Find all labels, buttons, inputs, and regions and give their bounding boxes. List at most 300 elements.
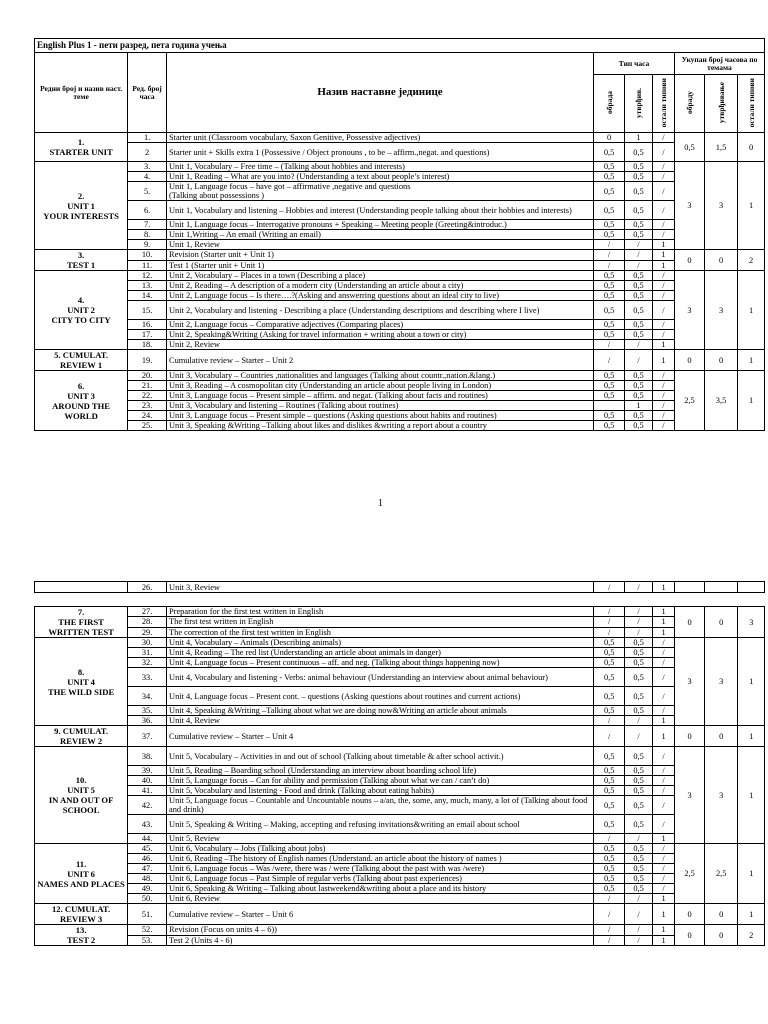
type-other: 1: [652, 834, 674, 844]
type-processing: 0,5: [594, 301, 625, 320]
lesson-number: 29.: [128, 627, 167, 637]
type-other: /: [652, 766, 674, 776]
type-other: /: [652, 668, 674, 687]
type-other: /: [652, 391, 674, 401]
lesson-name: Unit 5, Reading – Boarding school (Understanding an interview about boarding school life): [167, 766, 594, 776]
type-processing: 0,5: [594, 230, 625, 240]
header-type-processing: обрада: [604, 91, 614, 114]
topic-cell: 13. TEST 2: [35, 925, 128, 946]
type-consolidation: 0,5: [625, 162, 653, 172]
table-row: [35, 884, 765, 894]
type-consolidation: 0,5: [625, 220, 653, 230]
type-processing: /: [594, 260, 625, 271]
total-consolidation: 0: [705, 904, 738, 925]
total-processing: 3: [674, 162, 704, 250]
type-consolidation: 0,5: [625, 638, 653, 648]
type-consolidation: 0,5: [625, 687, 653, 706]
topic-cell: 11. UNIT 6 NAMES AND PLACES: [35, 844, 128, 904]
lesson-name: Cumulative review – Starter – Unit 2: [166, 350, 593, 371]
type-other: 1: [652, 925, 674, 936]
total-processing: 0: [674, 250, 704, 271]
type-other: /: [652, 687, 674, 706]
type-consolidation: 0,5: [625, 766, 653, 776]
table-row: [35, 220, 765, 230]
topic-cell: 7. THE FIRST WRITTEN TEST: [35, 607, 128, 638]
lesson-name: Unit 3, Reading – A cosmopolitan city (Understanding an article about people living in London): [166, 381, 593, 391]
type-other: /: [652, 281, 674, 291]
type-other: /: [652, 796, 674, 815]
lesson-number: 52.: [128, 925, 167, 936]
lesson-number: 32.: [128, 658, 167, 668]
lesson-number: 53.: [128, 935, 167, 946]
total-processing: 3: [674, 271, 704, 350]
type-processing: 0,5: [594, 411, 625, 421]
type-processing: 0,5: [594, 884, 625, 894]
lesson-number: 39.: [128, 766, 167, 776]
table-row: [35, 607, 765, 617]
table-row: [35, 786, 765, 796]
table-row: [35, 182, 765, 201]
lesson-number: 38.: [128, 747, 167, 766]
table-row: [35, 638, 765, 648]
type-processing: 0,5: [594, 391, 625, 401]
type-other: /: [652, 143, 674, 162]
lesson-name: Unit 4, Review: [167, 716, 594, 726]
type-processing: /: [594, 617, 625, 627]
type-other: /: [652, 747, 674, 766]
table-row: [35, 796, 765, 815]
lesson-name: Unit 1, Language focus – Interrogative pronouns + Speaking – Meeting people (Greeting&introduc.): [166, 220, 593, 230]
type-processing: [594, 401, 625, 411]
curriculum-table-page-2: [34, 606, 765, 946]
lesson-number: 51.: [128, 904, 167, 925]
type-consolidation: 0,5: [625, 411, 653, 421]
lesson-name: Unit 2, Speaking&Writing (Asking for travel information + writing about a town or city): [166, 330, 593, 340]
total-other: 1: [738, 638, 765, 726]
lesson-number: 45.: [128, 844, 167, 854]
table-body-page-1: [35, 133, 765, 431]
type-other: 1: [652, 340, 674, 350]
type-processing: 0,5: [594, 668, 625, 687]
table-row: [35, 706, 765, 716]
type-other: /: [652, 864, 674, 874]
type-processing: /: [594, 716, 625, 726]
type-processing: 0,5: [594, 281, 625, 291]
type-consolidation: 0,5: [625, 648, 653, 658]
type-other: /: [652, 648, 674, 658]
lesson-number: 21.: [128, 381, 167, 391]
lesson-number: 7.: [128, 220, 167, 230]
lesson-number: 42.: [128, 796, 167, 815]
type-consolidation: /: [625, 340, 653, 350]
lesson-number: 30.: [128, 638, 167, 648]
type-processing: 0,5: [594, 854, 625, 864]
type-other: /: [652, 371, 674, 381]
lesson-name: Unit 1, Reading – What are you into? (Understanding a text about people’s interest): [166, 172, 593, 182]
type-processing: 0,5: [594, 330, 625, 340]
type-consolidation: 0,5: [625, 786, 653, 796]
table-row: [35, 582, 765, 593]
lesson-number: 9.: [128, 240, 167, 250]
table-row: [35, 320, 765, 330]
type-other: 1: [652, 582, 674, 593]
lesson-number: 33.: [128, 668, 167, 687]
lesson-name: Unit 6, Review: [167, 894, 594, 904]
table-row: [35, 747, 765, 766]
total-processing: 3: [675, 747, 705, 844]
lesson-name: Unit 2, Reading – A description of a modern city (Understanding an article about a city): [166, 281, 593, 291]
lesson-number: 12.: [128, 271, 167, 281]
type-other: /: [652, 401, 674, 411]
type-consolidation: 0,5: [625, 143, 653, 162]
topic-cell: 12. CUMULAT. REVIEW 3: [35, 904, 128, 925]
lesson-number: 20.: [128, 371, 167, 381]
type-processing: /: [594, 935, 625, 946]
type-other: /: [652, 330, 674, 340]
type-consolidation: 0,5: [625, 330, 653, 340]
type-other: /: [652, 162, 674, 172]
total-consolidation: 0: [704, 250, 737, 271]
type-other: /: [652, 182, 674, 201]
lesson-number: 48.: [128, 874, 167, 884]
table-row: [35, 260, 765, 271]
lesson-name: Revision (Starter unit + Unit 1): [166, 250, 593, 261]
type-consolidation: /: [625, 726, 653, 747]
type-other: /: [652, 638, 674, 648]
table-row: [35, 230, 765, 240]
table-row: [35, 844, 765, 854]
table-row: [35, 340, 765, 350]
type-consolidation: /: [625, 627, 653, 637]
lesson-number: 36.: [128, 716, 167, 726]
type-processing: /: [594, 834, 625, 844]
type-processing: 0: [594, 133, 625, 143]
type-consolidation: 0,5: [625, 371, 653, 381]
type-processing: 0,5: [594, 271, 625, 281]
type-processing: /: [594, 240, 625, 250]
type-consolidation: 0,5: [625, 796, 653, 815]
topic-cell: 2. UNIT 1 YOUR INTERESTS: [35, 162, 128, 250]
type-consolidation: /: [625, 617, 653, 627]
total-consolidation: 3: [705, 747, 738, 844]
table-row: [35, 291, 765, 301]
lesson-name: Unit 5, Speaking & Writing – Making, accepting and refusing invitations&writing an email about school: [167, 815, 594, 834]
table-row: [35, 401, 765, 411]
type-other: 1: [652, 904, 674, 925]
type-other: /: [652, 291, 674, 301]
lesson-name: Unit 4, Reading – The red list (Understanding an article about animals in danger): [167, 648, 594, 658]
type-other: /: [652, 172, 674, 182]
lesson-name: Unit 1, Language focus – have got – affirmative ,negative and questions (Talking about possessions ): [166, 182, 593, 201]
type-consolidation: /: [625, 607, 653, 617]
type-consolidation: /: [625, 582, 653, 593]
lesson-name: Unit 6, Language focus – Past Simple of regular verbs (Talking about past experiences): [167, 874, 594, 884]
lesson-number: 14.: [128, 291, 167, 301]
total-consolidation: 3,5: [704, 371, 737, 431]
type-other: 1: [652, 250, 674, 261]
total-other: 3: [738, 607, 765, 638]
type-processing: 0,5: [594, 648, 625, 658]
header-type-other: остали типови: [658, 77, 668, 128]
table-row: [35, 381, 765, 391]
total-other: 1: [738, 271, 765, 350]
type-other: 1: [652, 935, 674, 946]
lesson-number: 23.: [128, 401, 167, 411]
lesson-name: Unit 1, Review: [166, 240, 593, 250]
type-processing: 0,5: [594, 874, 625, 884]
table-row: [35, 904, 765, 925]
header-lesson-name: Назив наставне јединице: [166, 53, 593, 133]
type-consolidation: 0,5: [625, 230, 653, 240]
type-processing: 0,5: [594, 162, 625, 172]
table-row: [35, 726, 765, 747]
type-consolidation: 0,5: [625, 391, 653, 401]
table-row: [35, 143, 765, 162]
total-other: 1: [738, 350, 765, 371]
lesson-name: Unit 5, Vocabulary – Activities in and out of school (Talking about timetable & after school activit.): [167, 747, 594, 766]
table-row: [35, 627, 765, 637]
table-row: [35, 350, 765, 371]
topic-cell: 9. CUMULAT. REVIEW 2: [35, 726, 128, 747]
type-other: /: [652, 706, 674, 716]
lesson-number: 2: [128, 143, 167, 162]
table-body-page-2: [35, 607, 765, 946]
type-consolidation: 0,5: [625, 844, 653, 854]
header-lesson-number: Ред. број часа: [128, 53, 167, 133]
header-total-other: остали типови: [746, 77, 756, 128]
lesson-name: Test 1 (Starter unit + Unit 1): [166, 260, 593, 271]
type-processing: 0,5: [594, 766, 625, 776]
type-other: /: [652, 220, 674, 230]
lesson-number: 24.: [128, 411, 167, 421]
total-processing: 3: [675, 638, 705, 726]
lesson-name: Unit 3, Vocabulary – Countries ,nationalities and languages (Talking about countr.,nation.&lang.): [166, 371, 593, 381]
type-processing: 0,5: [594, 638, 625, 648]
type-other: /: [652, 133, 674, 143]
table-row: [35, 371, 765, 381]
header-type-consolidation: утврђив.: [633, 87, 643, 118]
type-consolidation: 0,5: [625, 776, 653, 786]
type-processing: /: [594, 925, 625, 936]
lesson-number: 15.: [128, 301, 167, 320]
total-other: 1: [738, 904, 765, 925]
type-processing: /: [594, 726, 625, 747]
topic-cell: 5. CUMULAT. REVIEW 1: [35, 350, 128, 371]
lesson-name: Unit 2, Vocabulary and listening - Describing a place (Understanding descriptions and describing where I live): [166, 301, 593, 320]
type-processing: 0,5: [594, 864, 625, 874]
type-consolidation: 0,5: [625, 271, 653, 281]
total-consolidation: 3: [704, 162, 737, 250]
lesson-name: Revision (Focus on units 4 – 6)): [167, 925, 594, 936]
lesson-name: Unit 5, Language focus – Countable and Uncountable nouns – a/an, the, some, any, much, many, a lot of (Talking about food and drink): [167, 796, 594, 815]
type-other: /: [652, 411, 674, 421]
lesson-number: 47.: [128, 864, 167, 874]
type-processing: 0,5: [594, 706, 625, 716]
total-other: 1: [738, 726, 765, 747]
type-processing: /: [594, 627, 625, 637]
lesson-name: Unit 4, Vocabulary – Animals (Describing animals): [167, 638, 594, 648]
table-row: [35, 250, 765, 261]
lesson-number: 28.: [128, 617, 167, 627]
type-processing: /: [594, 582, 625, 593]
type-processing: /: [594, 607, 625, 617]
type-consolidation: /: [625, 935, 653, 946]
type-consolidation: 0,5: [625, 301, 653, 320]
type-other: 1: [652, 607, 674, 617]
type-other: /: [652, 854, 674, 864]
type-processing: 0,5: [594, 291, 625, 301]
type-consolidation: 0,5: [625, 815, 653, 834]
table-row: [35, 716, 765, 726]
lesson-name: Test 2 (Units 4 - 6): [167, 935, 594, 946]
type-other: /: [652, 884, 674, 894]
type-other: /: [652, 271, 674, 281]
total-consolidation: 3: [705, 638, 738, 726]
total-processing: 2,5: [675, 844, 705, 904]
type-consolidation: /: [625, 350, 653, 371]
lesson-number: 10.: [128, 250, 167, 261]
type-processing: 0,5: [594, 182, 625, 201]
type-consolidation: 0,5: [625, 421, 653, 431]
total-other: 1: [738, 747, 765, 844]
lesson-name: Unit 2, Vocabulary – Places in a town (Describing a place): [166, 271, 593, 281]
type-processing: 0,5: [594, 815, 625, 834]
total-consolidation: 0: [705, 607, 738, 638]
type-processing: 0,5: [594, 776, 625, 786]
lesson-name: Unit 4, Speaking &Writing –Talking about what we are doing now&Writing an article about animals: [167, 706, 594, 716]
table-row: [35, 421, 765, 431]
type-other: /: [652, 301, 674, 320]
lesson-name: Cumulative review – Starter – Unit 6: [167, 904, 594, 925]
lesson-number: 31.: [128, 648, 167, 658]
type-consolidation: /: [625, 904, 653, 925]
total-other: 1: [738, 162, 765, 250]
lesson-number: 16.: [128, 320, 167, 330]
type-consolidation: 0,5: [625, 291, 653, 301]
lesson-number: 13.: [128, 281, 167, 291]
table-row: [35, 133, 765, 143]
lesson-name: The first test written in English: [167, 617, 594, 627]
type-consolidation: /: [625, 925, 653, 936]
table-row: [35, 864, 765, 874]
table-row: [35, 658, 765, 668]
lesson-name: Unit 2, Language focus – Is there….?(Asking and answerring questions about an ideal city to live): [166, 291, 593, 301]
table-row: [35, 201, 765, 220]
table-row: [35, 834, 765, 844]
lesson-name: Unit 6, Vocabulary – Jobs (Talking about jobs): [167, 844, 594, 854]
type-processing: 0,5: [594, 796, 625, 815]
lesson-name: Unit 3, Language focus – Present simple – affirm. and negat. (Talking about facts and routines): [166, 391, 593, 401]
lesson-number: 34.: [128, 687, 167, 706]
header-topic: Редни број и назив наст. теме: [35, 53, 128, 133]
type-other: /: [652, 381, 674, 391]
type-other: 1: [652, 627, 674, 637]
lesson-name: Starter unit (Classroom vocabulary, Saxon Genitive, Possessive adjectives): [166, 133, 593, 143]
curriculum-table-continuation: [34, 581, 765, 593]
table-row: [35, 240, 765, 250]
lesson-name: Starter unit + Skills extra 1 (Possessive / Object pronouns , to be – affirm.,negat. and questions): [166, 143, 593, 162]
table-row: [35, 391, 765, 401]
type-other: /: [652, 230, 674, 240]
type-processing: /: [594, 350, 625, 371]
lesson-number: 11.: [128, 260, 167, 271]
table-row: [35, 617, 765, 627]
lesson-number: 25.: [128, 421, 167, 431]
total-consolidation: 0: [705, 726, 738, 747]
table-row: [35, 935, 765, 946]
table-row: [35, 815, 765, 834]
page-number: 1: [378, 498, 383, 509]
lesson-name: Unit 6, Speaking & Writing – Talking about lastweekend&writing about a place and its history: [167, 884, 594, 894]
type-processing: 0,5: [594, 687, 625, 706]
type-processing: 0,5: [594, 371, 625, 381]
lesson-name: Unit 1, Vocabulary and listening – Hobbies and interest (Understanding people talking about their hobbies and interests): [166, 201, 593, 220]
lesson-name: Unit 6, Language focus – Was /were, there was / were (Talking about the past with was /were): [167, 864, 594, 874]
type-other: /: [652, 658, 674, 668]
total-other: 0: [738, 133, 765, 162]
lesson-number: 6.: [128, 201, 167, 220]
type-other: /: [652, 844, 674, 854]
lesson-number: 26.: [128, 582, 167, 593]
type-other: 1: [652, 260, 674, 271]
lesson-name: Unit 1, Vocabulary – Free time – (Talking about hobbies and interests): [166, 162, 593, 172]
total-other: 1: [738, 371, 765, 431]
table-row: [35, 172, 765, 182]
topic-cell: 3. TEST 1: [35, 250, 128, 271]
lesson-name: Preparation for the first test written in English: [167, 607, 594, 617]
total-consolidation: 3: [704, 271, 737, 350]
type-processing: /: [594, 250, 625, 261]
type-other: 1: [652, 894, 674, 904]
table-row: [35, 766, 765, 776]
total-other: 1: [738, 844, 765, 904]
table-row: [35, 162, 765, 172]
type-consolidation: 0,5: [625, 201, 653, 220]
type-consolidation: 0,5: [625, 182, 653, 201]
total-processing: 0: [675, 925, 705, 946]
lesson-number: 3.: [128, 162, 167, 172]
type-other: 1: [652, 240, 674, 250]
type-consolidation: 0,5: [625, 874, 653, 884]
type-other: /: [652, 874, 674, 884]
total-processing: 2,5: [674, 371, 704, 431]
total-processing: 0: [675, 904, 705, 925]
table-row: [35, 687, 765, 706]
type-consolidation: /: [625, 240, 653, 250]
type-other: /: [652, 815, 674, 834]
type-consolidation: /: [625, 834, 653, 844]
type-consolidation: 0,5: [625, 884, 653, 894]
lesson-number: 19.: [128, 350, 167, 371]
type-consolidation: 0,5: [625, 747, 653, 766]
type-other: /: [652, 786, 674, 796]
lesson-name: Unit 3, Speaking &Writing –Talking about likes and dislikes &writing a report about a country: [166, 421, 593, 431]
lesson-number: 41.: [128, 786, 167, 796]
type-other: 1: [652, 716, 674, 726]
type-consolidation: 1: [625, 133, 653, 143]
lesson-number: 18.: [128, 340, 167, 350]
type-processing: 0,5: [594, 421, 625, 431]
lesson-number: 27.: [128, 607, 167, 617]
total-processing: 0: [675, 726, 705, 747]
lesson-name: Unit 3, Review: [167, 582, 594, 593]
header-total-processing: обраду: [684, 91, 694, 114]
type-processing: /: [594, 340, 625, 350]
lesson-number: 1.: [128, 133, 167, 143]
table-row: [35, 301, 765, 320]
table-row: [35, 776, 765, 786]
type-processing: 0,5: [594, 747, 625, 766]
